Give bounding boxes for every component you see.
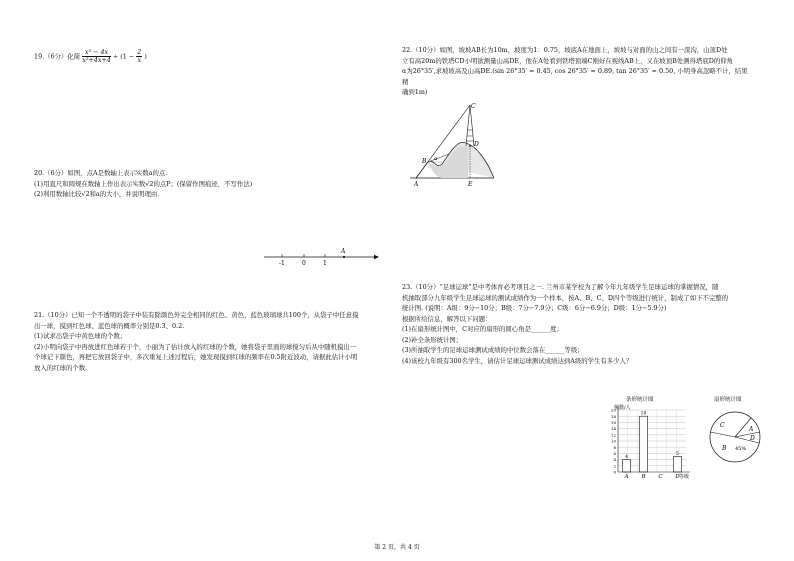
q23-line2: 机抽取部分九年级学生足球运球的测试成绩作为一个样本，按A、B、C、D四个等级进行统计，制成了如下不完整的 [402, 293, 729, 302]
bar-y-tick-label: 2 [613, 463, 616, 469]
bar-category-label: A [624, 474, 629, 480]
bar-category-label: B [641, 474, 646, 480]
pie-chart-title: 扇形统计图 [714, 397, 742, 403]
bar-y-tick-label: 12 [610, 432, 616, 438]
bar-y-tick-label: 14 [610, 426, 616, 432]
label-1: 1 [323, 260, 327, 267]
pie-divider-1 [711, 432, 736, 437]
q21-line1: 21.（10分）已知一个不透明的袋子中装有除颜色外完全相同的红色、黄色、蓝色玻璃球共100个，从袋子中任意摸 [34, 311, 359, 319]
bar-y-tick-label: 16 [610, 420, 616, 425]
q22-line3: α为26°35′,求坡坡高及山高DE.(sin 26°35′ ≈ 0.45, cos 26°35′ ≈ 0.89, tan 26°35′ ≈ 0.50, 小明身高忽略不计，结果精 [402, 67, 748, 86]
label-b: B [422, 158, 427, 165]
q22-line1: 22.（10分）如图，坡坡AB长为10m，坡度为1：0.75，坡底A在地面上，坡坡与对面的山之间有一深沟，山顶D处 [402, 46, 728, 54]
q21-part2b: 个球记下颜色，再把它放回袋子中，多次重复上述过程后，她发现摸到红球的频率在0.5附近波动，请据此估计小明 [34, 353, 358, 362]
q23-line3: 统计图. (说明：A级：9分−10分；B级：7分−7.9分；C级：6分−6.9分；D级：1分−5.9分) [402, 304, 667, 313]
pie-divider-4 [735, 437, 759, 443]
q20-part2: (2)利用数轴比较√2和a的大小，并说明理由. [34, 190, 160, 199]
bar-category-label: C [658, 474, 663, 480]
bar-data-label: 5 [676, 452, 679, 457]
label-c: C [471, 103, 476, 110]
q19-division: ÷ (1 − [112, 52, 135, 61]
bar-data-label: 4 [625, 455, 628, 461]
bar-B [640, 416, 648, 472]
q21-part1: (1)试求出袋子中黄色球的个数； [34, 332, 127, 341]
number-line-arrow [374, 255, 379, 259]
bar-y-tick-label: 18 [610, 413, 616, 419]
page-footer: 第 2 页，共 4 页 [374, 544, 420, 551]
label-minus-1: -1 [279, 260, 285, 267]
pie-label-d: D [750, 435, 755, 442]
bar-y-tick-label: 10 [610, 438, 616, 444]
bar-data-label: 18 [640, 411, 647, 417]
q23-line1: 23.（10分）“足球运球”是中考体育必考项目之一. 兰州市某学校为了解今年九年级学生足球运球的掌握情况，随 [402, 283, 719, 291]
label-e: E [468, 181, 473, 188]
tower-left [466, 105, 470, 146]
question-22 [402, 45, 752, 98]
label-a: A [341, 248, 346, 255]
q23-part2: (2)补全条形统计图； [402, 335, 463, 344]
q19-fraction-2: $\frac{2}{x}$ [137, 48, 142, 65]
bar-category-label: D [675, 474, 680, 480]
bar-chart-ylabel: 频数/人 [614, 405, 631, 411]
bar-y-tick-label: 0 [613, 469, 616, 475]
q23-part3: (3)所抽取学生的足球运球测试成绩的中位数会落在______等级； [402, 346, 584, 355]
q21-part2c: 放入的红球的个数. [34, 363, 88, 372]
q23-line4: 根据所给信息，解答以下问题： [402, 314, 492, 323]
bar-y-tick-label: 20 [610, 407, 616, 413]
bar-D [674, 457, 682, 473]
point-d [469, 145, 471, 147]
label-0: 0 [302, 260, 306, 267]
question-23 [402, 282, 752, 367]
q19-fraction-1: $\frac{\text{x³ − 4x}}{\text{x²+4x+4}}$ [82, 48, 111, 65]
q21-line2: 出一球，摸到红色球、蓝色球的概率分别是0.3、0.2. [34, 321, 185, 330]
pie-label-b-percent: 45% [735, 446, 747, 452]
question-19: 19.（6分）化简 $\frac{\text{x³ − 4x}}{\text{x²+4x+4}}$ ÷ (1 − $\frac{2}{x}$ ) [34, 48, 147, 65]
q22-line4: 确到1m) [402, 88, 428, 97]
q23-part1: (1)在扇形统计图中，C对应的扇形的圆心角是______度； [402, 325, 563, 334]
label-alpha: α [434, 156, 438, 162]
q20-stem: 20.（6分）如图，点A是数轴上表示实数a的点. [34, 169, 168, 177]
q19-prefix: 19.（6分）化简 [34, 52, 81, 61]
bar-chart [600, 394, 700, 484]
bar-y-tick-label: 8 [613, 444, 616, 450]
pie-label-c: C [720, 422, 725, 429]
bar-chart-xlabel: 等级 [679, 474, 690, 480]
mountain-tower-figure [408, 100, 503, 190]
question-20 [34, 168, 379, 200]
pie-chart [700, 394, 770, 474]
point-a [343, 256, 345, 258]
q23-part4: (4)该校九年级有300名学生，请估计足球运球测试成绩达到A级的学生有多少人？ [402, 356, 633, 365]
number-line-figure [262, 246, 380, 268]
pie-label-b: B [722, 445, 727, 452]
q21-part2a: (2)小明向袋子中再放进红色球若干个，小丽为了估计放入的红球的个数，她将袋子里面的球搅匀后从中随机摸出一 [34, 342, 357, 351]
q20-part1: (1)用直尺和圆规在数轴上作出表示实数√2的点P；(保留作图痕迹，不写作法) [34, 179, 253, 188]
pie-label-a: A [749, 426, 754, 433]
label-d: D [474, 141, 479, 148]
bar-y-tick-label: 6 [613, 451, 616, 456]
q22-line2: 立有高20m的铁塔CD小明欲测量山高DE，他在A处看到铁塔顶端C刚好在视线AB上，又在坡顶B处测得塔底D的仰角 [402, 56, 734, 65]
bar-A [623, 460, 631, 472]
label-a: A [414, 181, 419, 188]
bar-y-tick-label: 4 [613, 457, 616, 463]
tower-right [470, 105, 474, 146]
bar-chart-title: 条形统计图 [626, 397, 654, 403]
question-21 [34, 310, 379, 373]
